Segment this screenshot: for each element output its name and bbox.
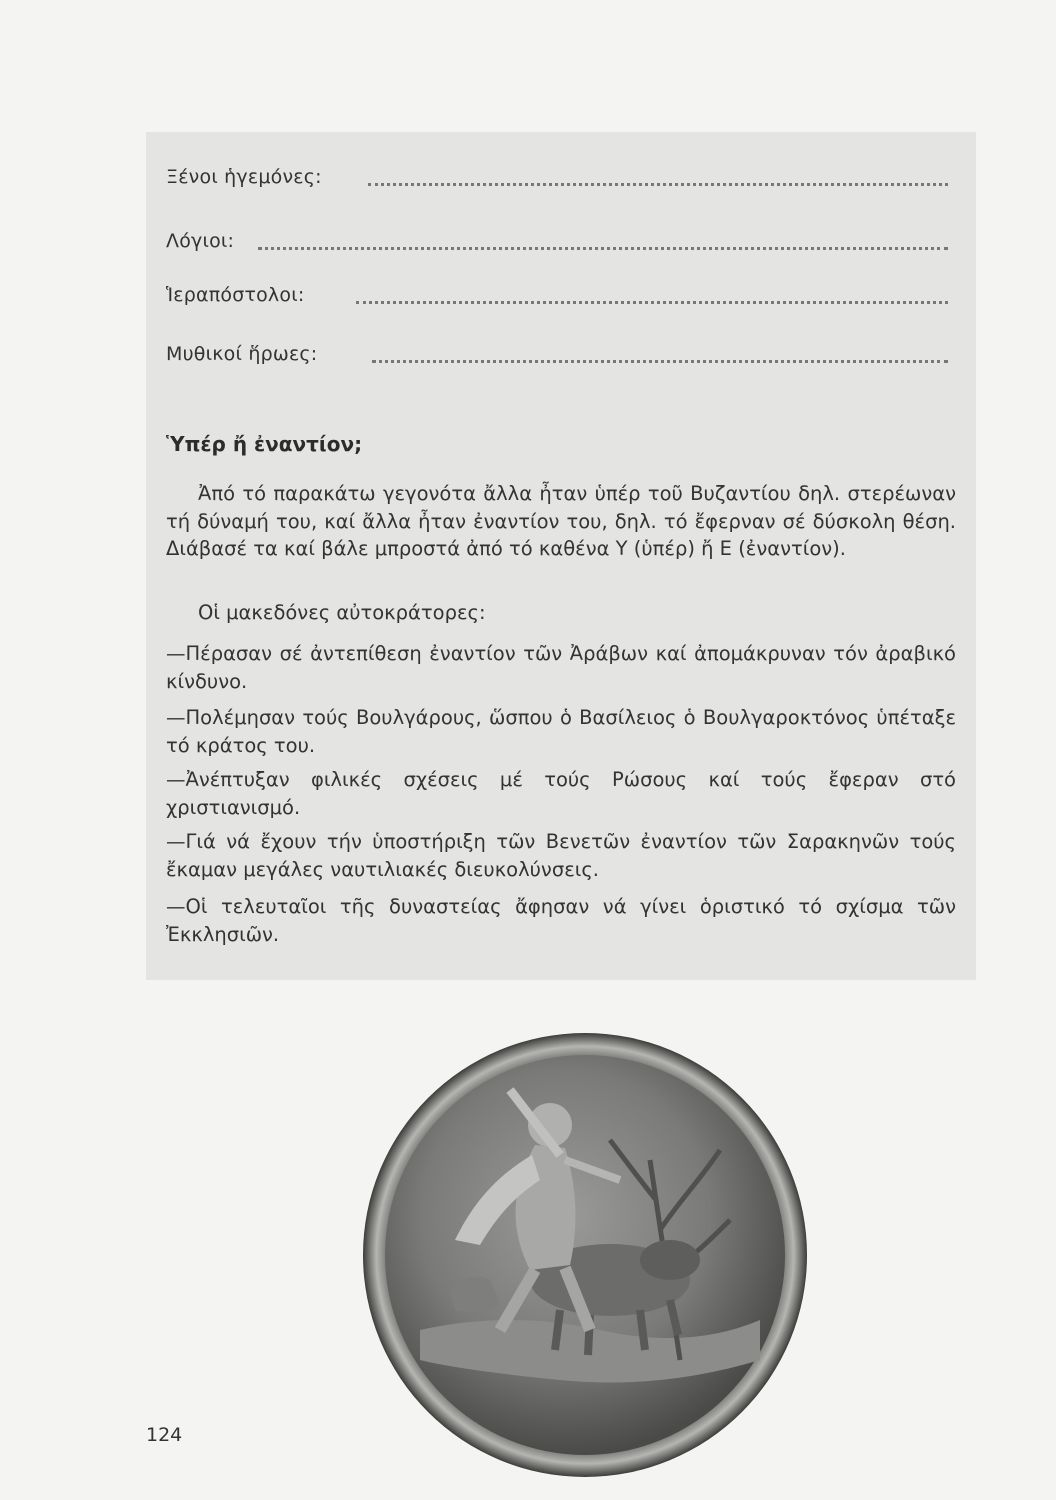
field-mythic-heroes-label: Μυθικοί ἥρωες: — [166, 343, 318, 365]
section-heading: Ὑπέρ ἤ ἐναντίον; — [166, 432, 363, 456]
list-item: —Ἀνέπτυξαν φιλικές σχέσεις μέ τούς Ρώσους καί τούς ἔφεραν στό χριστιανισμό. — [166, 768, 956, 819]
list-item: —Γιά νά ἔχουν τήν ὑποστήριξη τῶν Βενετῶν ἐναντίον τῶν Σαρακηνῶν τούς ἔκαμαν μεγάλες ναυτιλιακές διευκολύνσεις. — [166, 830, 956, 881]
field-scholars-blank[interactable] — [258, 247, 948, 250]
field-foreign-rulers-blank[interactable] — [368, 183, 948, 186]
page-number: 124 — [146, 1424, 183, 1446]
field-mythic-heroes-blank[interactable] — [372, 360, 948, 363]
coin-relief-image — [360, 1030, 810, 1480]
field-missionaries-blank[interactable] — [356, 301, 948, 304]
subheading-macedonian-emperors: Οἱ μακεδόνες αὐτοκράτορες: — [198, 601, 486, 624]
list-item: —Πέρασαν σέ ἀντεπίθεση ἐναντίον τῶν Ἀράβων καί ἀπομάκρυναν τόν ἀραβικό κίνδυνο. — [166, 642, 956, 693]
field-scholars-label: Λόγιοι: — [166, 230, 235, 252]
field-foreign-rulers-label: Ξένοι ἡγεμόνες: — [166, 166, 322, 188]
field-missionaries-label: Ἱεραπόστολοι: — [166, 284, 305, 306]
intro-paragraph: Ἀπό τό παρακάτω γεγονότα ἄλλα ἦταν ὑπέρ τοῦ Βυζαντίου δηλ. στερέωναν τή δύναμή του, καί ἄλλα ἦταν ἐναντίον του, δηλ. τό ἔφερναν σέ δύσκολη θέση. Διάβασέ τα καί βάλε μπροστά ἀπό τό καθένα Υ (ὑπέρ) ἤ Ε (ἐναντίον). — [166, 482, 956, 560]
list-item: —Οἱ τελευταῖοι τῆς δυναστείας ἄφησαν νά γίνει ὁριστικό τό σχίσμα τῶν Ἐκκλησιῶν. — [166, 895, 956, 946]
list-item: —Πολέμησαν τούς Βουλγάρους, ὥσπου ὁ Βασίλειος ὁ Βουλγαροκτόνος ὑπέταξε τό κράτος του. — [166, 706, 956, 757]
